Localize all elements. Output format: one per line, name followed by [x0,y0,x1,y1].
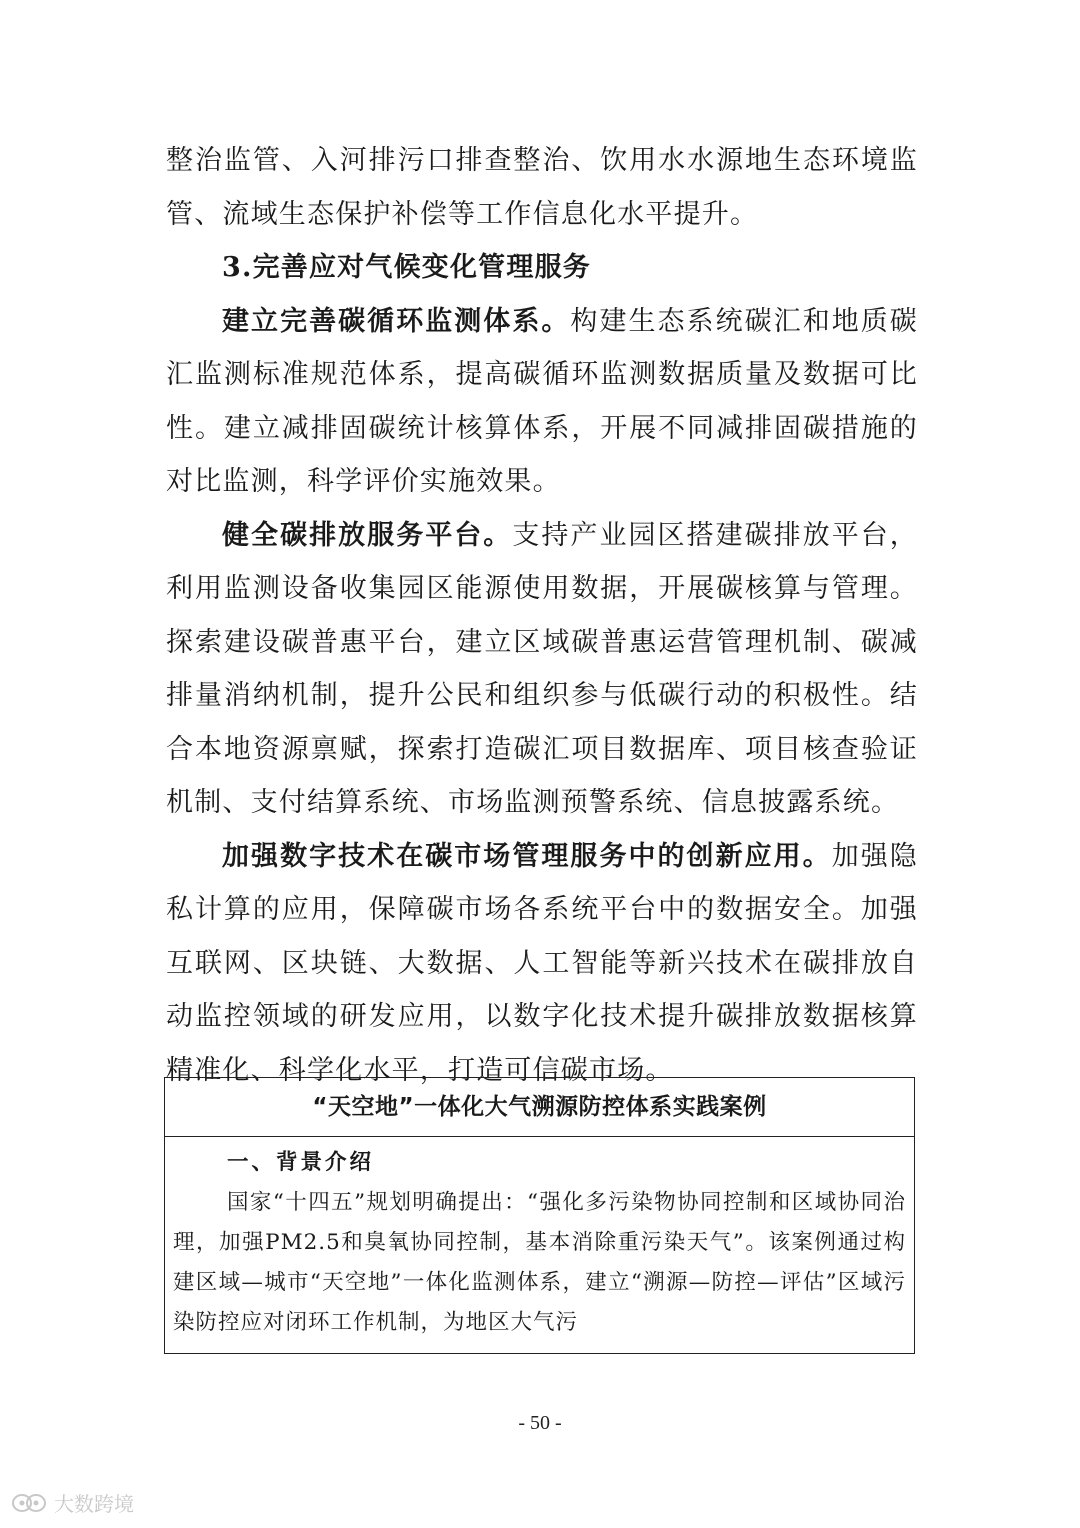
paragraph-lead: 建立完善碳循环监测体系。 [222,305,571,337]
paragraph-text: 整治监管、入河排污口排查整治、饮用水水源地生态环境监管、流域生态保护补偿等工作信息化水平提升。 [166,145,918,230]
paragraph [166,134,918,241]
page-number: - 50 - [518,1412,562,1434]
case-study-title: “天空地”一体化大气溯源防控体系实践案例 [165,1078,914,1137]
body-text [166,134,918,1097]
case-study-text: 国家“十四五”规划明确提出：“强化多污染物协同控制和区域协同治理，加强PM2.5和臭氧协同控制，基本消除重污染天气”。该案例通过构建区域—城市“天空地”一体化监测体系，建立“溯源—防控—评估”区域污染防控应对闭环工作机制，为地区大气污 [173,1190,906,1335]
case-study-subheading: 一、背景介绍 [227,1150,375,1175]
section-heading [166,241,918,295]
watermark [10,1488,134,1517]
paragraph [166,830,918,1098]
paragraph-text: 加强隐私计算的应用，保障碳市场各系统平台中的数据安全。加强互联网、区块链、大数据、人工智能等新兴技术在碳排放自动监控领域的研发应用，以数字化技术提升碳排放数据核算精准化、科学化水平，打造可信碳市场。 [166,840,918,1086]
paragraph-text: 构建生态系统碳汇和地质碳汇监测标准规范体系，提高碳循环监测数据质量及数据可比性。建立减排固碳统计核算体系，开展不同减排固碳措施的对比监测，科学评价实施效果。 [166,305,918,497]
watermark-text: 大数跨境 [54,1492,134,1516]
paragraph [166,295,918,509]
paragraph-lead: 加强数字技术在碳市场管理服务中的创新应用。 [222,840,832,872]
section-heading-text: 3.完善应对气候变化管理服务 [222,252,591,283]
brand-logo-icon [10,1491,50,1515]
paragraph-lead: 健全碳排放服务平台。 [222,519,513,551]
paragraph [166,509,918,830]
paragraph-text: 支持产业园区搭建碳排放平台，利用监测设备收集园区能源使用数据，开展碳核算与管理。探索建设碳普惠平台，建立区域碳普惠运营管理机制、碳减排量消纳机制，提升公民和组织参与低碳行动的积极性。结合本地资源禀赋，探索打造碳汇项目数据库、项目核查验证机制、支付结算系统、市场监测预警系统、信息披露系统。 [166,519,918,818]
case-study-body [165,1137,914,1343]
case-study-box [164,1077,915,1354]
